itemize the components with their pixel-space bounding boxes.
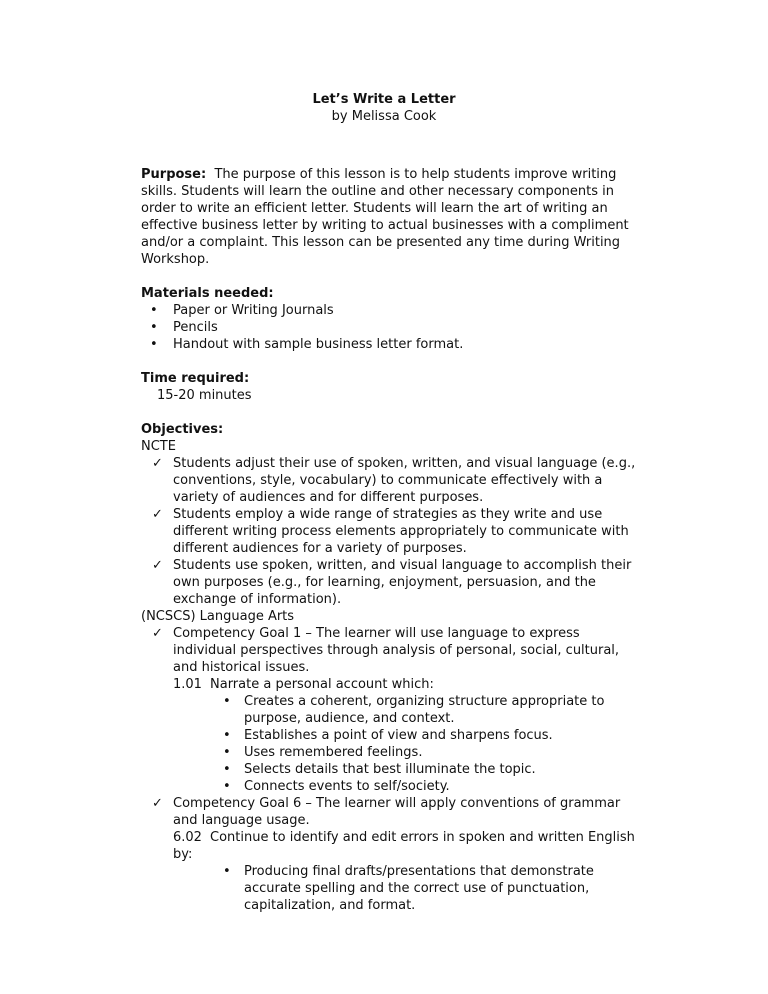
purpose-text: The purpose of this lesson is to help students improve writing skills. Students will learn the outline and other necessary components in order to write an efficient letter. Students will learn the art of writing an effective business letter by writing to actual businesses with a compliment and/or a complaint. This lesson can be presented any time during Writing Workshop. [141, 167, 629, 267]
subsection-heading: 1.01 Narrate a personal account which: [173, 677, 434, 692]
list-item: ✓ Students use spoken, written, and visual language to accomplish their own purposes (e.g., for learning, enjoyment, persuasion, and the exchange of information). [152, 558, 632, 607]
goal1-sublist [141, 693, 641, 795]
ncscs-label: (NCSCS) Language Arts [141, 609, 295, 624]
bullet-icon: • [223, 694, 231, 709]
list-item: • Handout with sample business letter format. [150, 337, 464, 352]
page-title: Let’s Write a Letter [312, 92, 456, 107]
checkmark-icon: ✓ [152, 507, 163, 522]
materials-list [141, 302, 641, 353]
ncte-list [141, 455, 641, 608]
title-block [0, 91, 768, 125]
list-item: • Uses remembered feelings. [223, 745, 423, 760]
materials-heading: Materials needed: [141, 286, 274, 301]
list-item: ✓ Competency Goal 6 – The learner will apply conventions of grammar and language usage. [152, 796, 621, 828]
bullet-icon: • [223, 864, 231, 879]
subsection-heading: 6.02 Continue to identify and edit errors in spoken and written English by: [173, 830, 635, 862]
list-item: • Paper or Writing Journals [150, 303, 334, 318]
list-item: ✓ Students employ a wide range of strategies as they write and use different writing process elements appropriately to communicate with different audiences for a variety of purposes. [152, 507, 629, 556]
bullet-icon: • [223, 728, 231, 743]
bullet-icon: • [223, 779, 231, 794]
list-item: • Creates a coherent, organizing structure appropriate to purpose, audience, and context. [223, 694, 605, 726]
checkmark-icon: ✓ [152, 796, 163, 811]
objectives-heading: Objectives: [141, 422, 224, 437]
list-item: • Selects details that best illuminate the topic. [223, 762, 536, 777]
bullet-icon: • [150, 320, 158, 335]
list-item: • Establishes a point of view and sharpens focus. [223, 728, 553, 743]
bullet-icon: • [223, 762, 231, 777]
ncte-label: NCTE [141, 439, 176, 454]
ncscs-list-2 [141, 795, 641, 829]
ncscs-list [141, 625, 641, 676]
bullet-icon: • [223, 745, 231, 760]
time-heading: Time required: [141, 371, 250, 386]
list-item: • Producing final drafts/presentations that demonstrate accurate spelling and the correct use of punctuation, capitalization, and format. [223, 864, 594, 913]
checkmark-icon: ✓ [152, 626, 163, 641]
time-value: 15-20 minutes [157, 388, 252, 403]
lesson-content [141, 166, 641, 914]
author-line: by Melissa Cook [331, 109, 437, 124]
bullet-icon: • [150, 337, 158, 352]
goal6-sublist [141, 863, 641, 914]
list-item: ✓ Students adjust their use of spoken, written, and visual language (e.g., conventions, style, vocabulary) to communicate effectively with a variety of audiences and for different purposes. [152, 456, 636, 505]
list-item: ✓ Competency Goal 1 – The learner will use language to express individual perspectives through analysis of personal, social, cultural, and historical issues. [152, 626, 620, 675]
checkmark-icon: ✓ [152, 456, 163, 471]
checkmark-icon: ✓ [152, 558, 163, 573]
list-item: • Pencils [150, 320, 218, 335]
purpose-label: Purpose: [141, 167, 207, 182]
bullet-icon: • [150, 303, 158, 318]
purpose-paragraph [141, 166, 641, 268]
list-item: • Connects events to self/society. [223, 779, 450, 794]
